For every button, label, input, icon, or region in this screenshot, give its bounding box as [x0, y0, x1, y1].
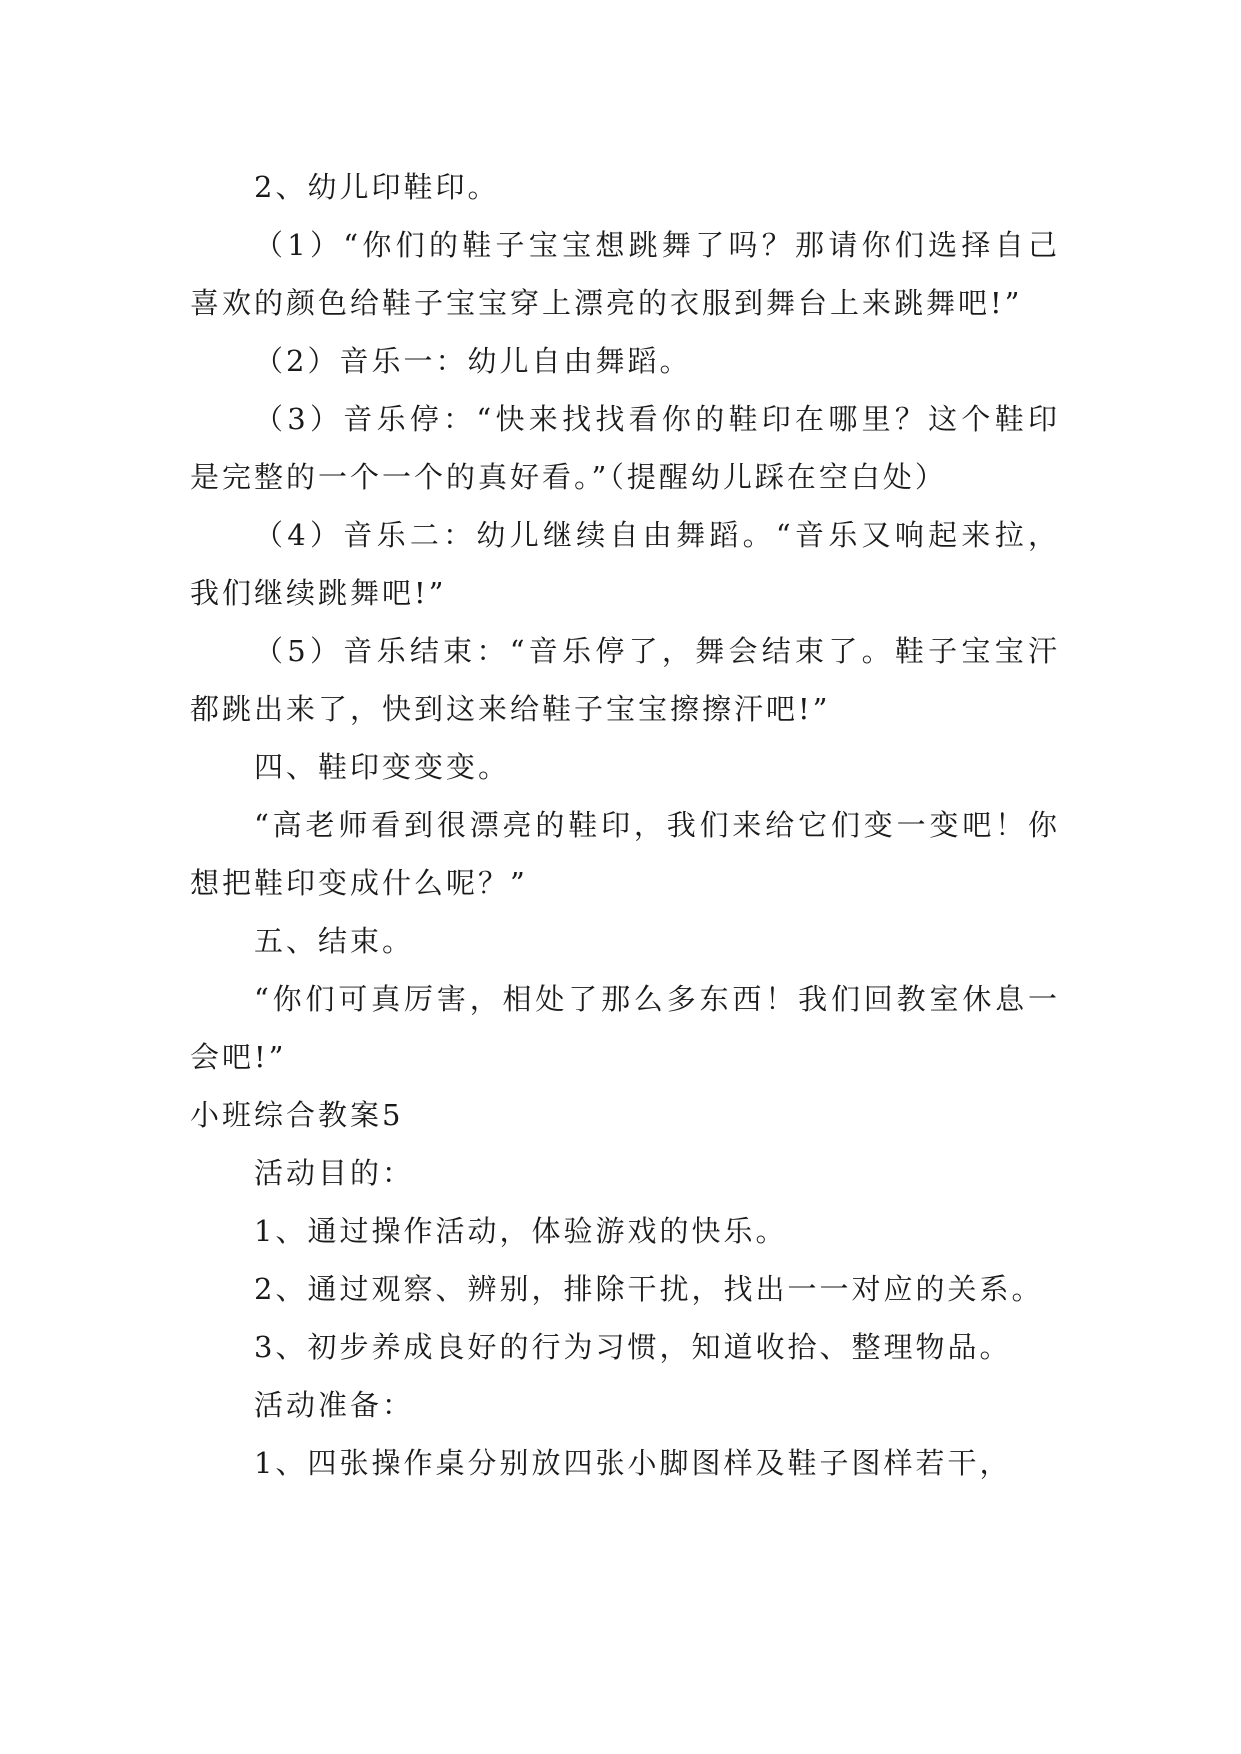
paragraph: “高老师看到很漂亮的鞋印，我们来给它们变一变吧！你想把鞋印变成什么呢？” — [190, 808, 1060, 900]
paragraph: （4）音乐二：幼儿继续自由舞蹈。“音乐又响起来拉，我们继续跳舞吧!” — [190, 518, 1060, 610]
list-item: 2、通过观察、辨别，排除干扰，找出一一对应的关系。 — [254, 1272, 1044, 1306]
paragraph: （2）音乐一：幼儿自由舞蹈。 — [254, 344, 692, 378]
paragraph: “你们可真厉害，相处了那么多东西！我们回教室休息一会吧!” — [190, 982, 1060, 1074]
section-heading: 活动准备： — [254, 1388, 415, 1422]
document-title: 小班综合教案5 — [190, 1098, 404, 1132]
paragraph: （5）音乐结束：“音乐停了，舞会结束了。鞋子宝宝汗都跳出来了，快到这来给鞋子宝宝擦擦汗吧!” — [190, 634, 1060, 726]
paragraph: （3）音乐停：“快来找找看你的鞋印在哪里？这个鞋印是完整的一个一个的真好看。”（提醒幼儿踩在空白处） — [190, 402, 1060, 494]
document-body — [190, 158, 1060, 1492]
section-heading: 活动目的： — [254, 1156, 415, 1190]
paragraph: 2、幼儿印鞋印。 — [254, 170, 500, 204]
list-item: 1、四张操作桌分别放四张小脚图样及鞋子图样若干， — [254, 1446, 1012, 1480]
list-item: 3、初步养成良好的行为习惯，知道收拾、整理物品。 — [254, 1330, 1012, 1364]
list-item: 1、通过操作活动，体验游戏的快乐。 — [254, 1214, 788, 1248]
section-heading: 四、鞋印变变变。 — [254, 750, 511, 784]
paragraph: （1）“你们的鞋子宝宝想跳舞了吗？那请你们选择自己喜欢的颜色给鞋子宝宝穿上漂亮的衣服到舞台上来跳舞吧!” — [190, 228, 1060, 320]
section-heading: 五、结束。 — [254, 924, 415, 958]
